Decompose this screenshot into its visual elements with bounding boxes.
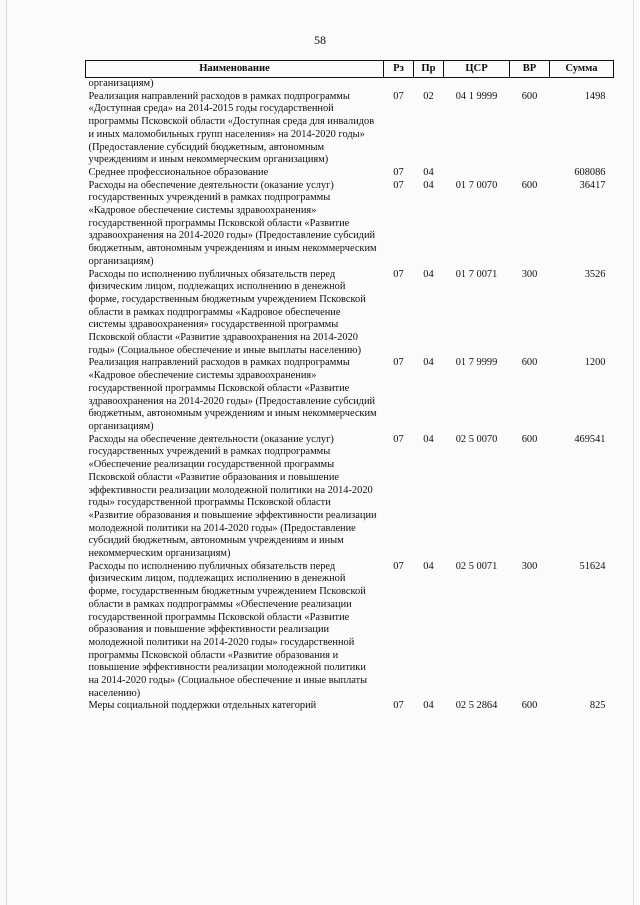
cell-name: Реализация направлений расходов в рамках подпрограммы «Доступная среда» на 2014-2015 годы государственной программы Псковской области «Доступная среда для инвалидов и иных маломобильных групп населения» на 2014-2020 годы» (Предоставление субсидий бюджетным, автономным учреждениям и иным некоммерческим организациям) [88, 90, 375, 166]
cell-vr [510, 78, 550, 91]
cell-vr: 300 [521, 268, 538, 280]
cell-csr: 01 7 0071 [455, 268, 498, 280]
header-pr: Пр [414, 61, 444, 78]
cell-pr: 02 [423, 90, 434, 102]
cell-sum [550, 78, 614, 91]
cell-rz [384, 78, 414, 91]
cell-csr: 01 7 9999 [455, 357, 498, 369]
table-body [86, 78, 614, 714]
scan-edge-left [6, 0, 7, 905]
cell-name: Расходы на обеспечение деятельности (оказание услуг) государственных учреждений в рамках подпрограммы «Кадровое обеспечение системы здравоохранения» государственной программы Псковской области «Развитие здравоохранения на 2014-2020 годы» (Предоставление субсидий бюджетным, автономным учреждениям и иным некоммерческим организациям) [88, 179, 377, 267]
cell-sum: 1498 [584, 90, 606, 102]
cell-vr: 600 [521, 700, 538, 712]
cell-csr [444, 167, 510, 180]
cell-rz: 07 [393, 700, 404, 712]
header-name: Наименование [86, 61, 384, 78]
cell-sum: 469541 [574, 433, 606, 445]
cell-vr [510, 167, 550, 180]
cell-pr: 04 [423, 357, 434, 369]
budget-table [85, 60, 614, 713]
cell-csr: 02 5 0071 [455, 560, 498, 572]
table-row [86, 91, 614, 167]
cell-rz: 07 [393, 166, 404, 178]
cell-rz: 07 [393, 268, 404, 280]
header-rz: Рз [384, 61, 414, 78]
cell-rz: 07 [393, 90, 404, 102]
table-row [86, 434, 614, 561]
cell-vr: 600 [521, 179, 538, 191]
cell-vr: 300 [521, 560, 538, 572]
cell-sum: 3526 [584, 268, 606, 280]
cell-sum: 1200 [584, 357, 606, 369]
cell-rz: 07 [393, 560, 404, 572]
cell-name: организациям) [88, 78, 154, 89]
cell-name: Среднее профессиональное образование [88, 166, 269, 178]
cell-pr: 04 [423, 179, 434, 191]
table-row [86, 78, 614, 91]
table-header-row [86, 61, 614, 78]
table-row [86, 180, 614, 269]
table-row [86, 700, 614, 713]
cell-sum: 36417 [579, 179, 606, 191]
table-row [86, 561, 614, 701]
table-row [86, 357, 614, 433]
header-sum: Сумма [550, 61, 614, 78]
cell-csr: 01 7 0070 [455, 179, 498, 191]
cell-pr: 04 [423, 268, 434, 280]
scan-edge-right [633, 0, 634, 905]
cell-pr [414, 78, 444, 91]
header-vr: ВР [510, 61, 550, 78]
cell-name: Меры социальной поддержки отдельных категорий [88, 700, 317, 712]
cell-rz: 07 [393, 179, 404, 191]
cell-sum: 51624 [579, 560, 606, 572]
cell-sum: 825 [589, 700, 606, 712]
cell-sum: 608086 [574, 166, 606, 178]
cell-csr [444, 78, 510, 91]
cell-rz: 07 [393, 433, 404, 445]
table-row [86, 269, 614, 358]
cell-csr: 04 1 9999 [455, 90, 498, 102]
cell-name: Расходы на обеспечение деятельности (оказание услуг) государственных учреждений в рамках подпрограммы «Обеспечение реализации государственной программы Псковской области «Развитие образования и повышение эффективности реализации молодежной политики на 2014-2020 годы» государственной программы Псковской области «Развитие образования и повышение эффективности реализации молодежной политики на 2014-2020 годы» (Предоставление субсидий бюджетным, автономным учреждениям и иным некоммерческим организациям) [88, 433, 377, 560]
cell-vr: 600 [521, 357, 538, 369]
cell-csr: 02 5 2864 [455, 700, 498, 712]
header-csr: ЦСР [444, 61, 510, 78]
cell-rz: 07 [393, 357, 404, 369]
cell-name: Расходы по исполнению публичных обязательств перед физическим лицом, подлежащих исполнению в денежной форме, государственным бюджетным учреждением Псковской области в рамках подпрограммы «Кадровое обеспечение системы здравоохранения» государственной программы Псковской области «Развитие здравоохранения на 2014-2020 годы» (Социальное обеспечение и иные выплаты населению) [88, 268, 366, 356]
cell-pr: 04 [423, 700, 434, 712]
cell-csr: 02 5 0070 [455, 433, 498, 445]
cell-pr: 04 [423, 166, 434, 178]
cell-name: Реализация направлений расходов в рамках подпрограммы «Кадровое обеспечение системы здравоохранения» государственной программы Псковской области «Развитие здравоохранения на 2014-2020 годы» (Предоставление субсидий бюджетным, автономным учреждениям и иным некоммерческим организациям) [88, 357, 377, 432]
cell-pr: 04 [423, 433, 434, 445]
cell-vr: 600 [521, 90, 538, 102]
page-number: 58 [314, 33, 326, 47]
cell-name: Расходы по исполнению публичных обязательств перед физическим лицом, подлежащих исполнению в денежной форме, государственным бюджетным учреждением Псковской области в рамках подпрограммы «Обеспечение реализации государственной программы Псковской области «Развитие образования и повышение эффективности реализации молодежной политики на 2014-2020 годы» государственной программы Псковской области «Развитие образования и повышение эффективности реализации молодежной политики на 2014-2020 годы» (Социальное обеспечение и иные выплаты населению) [88, 560, 368, 699]
cell-vr: 600 [521, 433, 538, 445]
table-row [86, 167, 614, 180]
cell-pr: 04 [423, 560, 434, 572]
